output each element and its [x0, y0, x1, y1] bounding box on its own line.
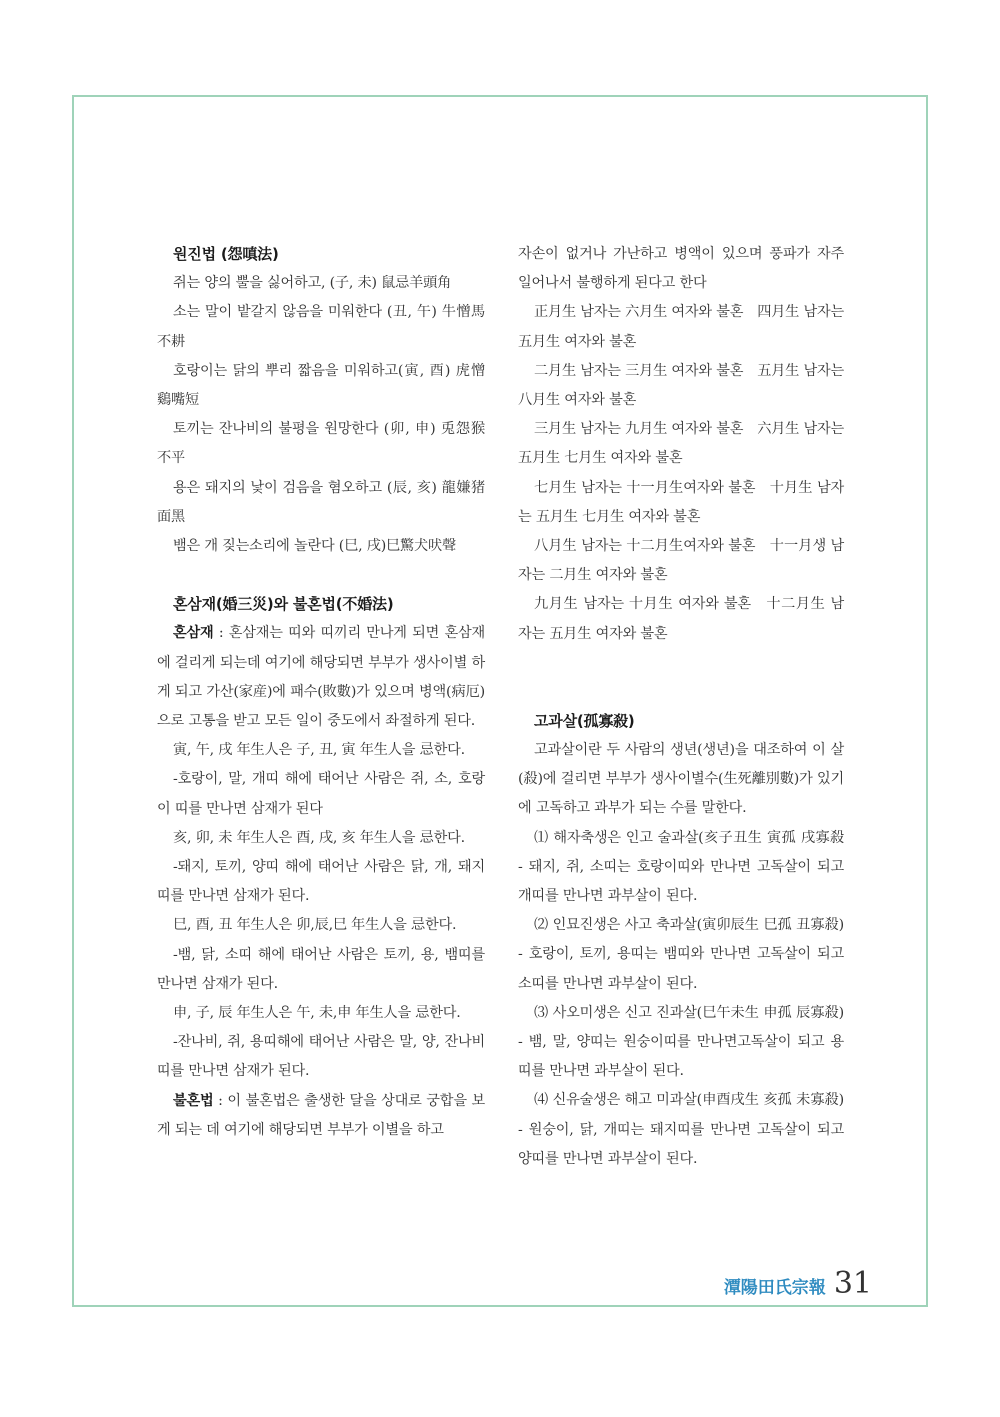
section-heading-wonjin: 원진법 (怨嗔法) [173, 245, 279, 263]
paragraph: 申, 子, 辰 年生人은 午, 未,申 年生人을 忌한다. [173, 1005, 461, 1022]
paragraph: 뱀은 개 짖는소리에 놀란다 (巳, 戌)巳驚犬吠聲 [173, 538, 456, 555]
paragraph: 호랑이는 닭의 뿌리 짧음을 미워하고(寅, 酉) 虎憎鷄嘴短 [157, 362, 485, 409]
paragraph: -호랑이, 말, 개띠 해에 태어난 사람은 쥐, 소, 호랑 이 띠를 만나면 삼재가 된다 [157, 771, 485, 817]
paragraph: 三月生 남자는 九月生 여자와 불혼 六月生 남자는 五月生 七月生 여자와 불혼 [518, 421, 844, 467]
paragraph: 자손이 없거나 가난하고 병액이 있으며 풍파가 자주 일어나서 불행하게 된다고 한다 [518, 246, 844, 292]
paragraph: 正月生 남자는 六月生 여자와 불혼 四月生 남자는 五月生 여자와 불혼 [518, 304, 844, 350]
paragraph: -잔나비, 쥐, 용띠해에 태어난 사람은 말, 양, 잔나비띠를 만나면 삼재가 된다. [157, 1034, 485, 1080]
paragraph: ⑵ 인묘진생은 사고 축과살(寅卯辰生 巳孤 丑寡殺) - 호랑이, 토끼, 용띠는 뱀띠와 만나면 고독살이 되고 소띠를 만나면 과부살이 된다. [518, 917, 844, 992]
paragraph: 고과살이란 두 사람의 생년(생년)을 대조하여 이 살(殺)에 걸리면 부부가 생사이별수(生死離別數)가 있기에 고독하고 과부가 되는 수를 말한다. [518, 742, 844, 817]
paragraph: 八月生 남자는 十二月生여자와 불혼 十一月생 남자는 二月生 여자와 불혼 [518, 538, 844, 584]
paragraph: ⑴ 해자축생은 인고 술과살(亥子丑生 寅孤 戌寡殺 - 돼지, 쥐, 소띠는 호랑이띠와 만나면 고독살이 되고 개띠를 만나면 과부살이 된다. [518, 829, 844, 905]
paragraph-text: : 혼삼재는 띠와 띠끼리 만나게 되면 혼삼재에 걸리게 되는데 여기에 해당되면 부부가 생사이별 하게 되고 가산(家産)에 패수(敗數)가 있으며 병액(病厄)으로 고통을 받고 모든 일이 중도에서 좌절하게 된다. [157, 625, 485, 730]
page-footer [724, 1266, 872, 1301]
paragraph [157, 1087, 485, 1145]
paragraph: 七月生 남자는 十一月生여자와 불혼 十月生 남자는 五月生 七月生 여자와 불혼 [518, 479, 844, 525]
section-heading-gogwasal: 고과살(孤寡殺) [534, 711, 635, 730]
paragraph: 巳, 酉, 丑 年生人은 卯,辰,巳 年生人을 忌한다. [173, 917, 457, 934]
paragraph: -돼지, 토끼, 양띠 해에 태어난 사람은 닭, 개, 돼지띠를 만나면 삼재가 된다. [157, 859, 485, 905]
paragraph: 쥐는 양의 뿔을 싫어하고, (子, 未) 鼠忌羊頭角 [173, 275, 452, 292]
spacer [157, 561, 485, 590]
paragraph: ⑷ 신유술생은 해고 미과살(申酉戌生 亥孤 未寡殺) - 원숭이, 닭, 개띠는 돼지띠를 만나면 고독살이 되고 양띠를 만나면 과부살이 된다. [518, 1092, 844, 1167]
term-label: 불혼법 [173, 1092, 214, 1109]
left-column [157, 240, 485, 1145]
paragraph: 二月生 남자는 三月生 여자와 불혼 五月生 남자는 八月生 여자와 불혼 [518, 362, 844, 409]
paragraph: 토끼는 잔나비의 불평을 원망한다 (卯, 申) 兎怨猴不平 [157, 421, 485, 467]
paragraph: 寅, 午, 戌 年生人은 子, 丑, 寅 年生人을 忌한다. [173, 742, 465, 759]
paragraph: 용은 돼지의 낯이 검음을 혐오하고 (辰, 亥) 龍嫌猪面黑 [157, 479, 485, 525]
paragraph: 소는 말이 밭갈지 않음을 미워한다 (丑, 午) 牛憎馬不耕 [157, 304, 485, 350]
term-label: 혼삼재 [173, 625, 214, 642]
paragraph-text: : 이 불혼법은 출생한 달을 상대로 궁합을 보게 되는 데 여기에 해당되면 부부가 이별을 하고 [157, 1092, 485, 1138]
spacer [518, 678, 844, 707]
paragraph: ⑶ 사오미생은 신고 진과살(巳午未生 申孤 辰寡殺) - 뱀, 말, 양띠는 원숭이띠를 만나면고독살이 되고 용띠를 만나면 과부살이 된다. [518, 1004, 844, 1080]
right-column [518, 240, 844, 1174]
paragraph: -뱀, 닭, 소띠 해에 태어난 사람은 토끼, 용, 뱀띠를 만나면 삼재가 된다. [157, 946, 485, 992]
page-number: 31 [833, 1266, 872, 1301]
paragraph: 亥, 卯, 未 年生人은 酉, 戌, 亥 年生人을 忌한다. [173, 829, 465, 846]
paragraph: 九月生 남자는 十月生 여자와 불혼 十二月生 남자는 五月生 여자와 불혼 [518, 596, 844, 642]
paragraph [157, 619, 485, 736]
spacer [518, 649, 844, 678]
section-heading-honsamjae: 혼삼재(婚三災)와 불혼법(不婚法) [173, 595, 394, 614]
publication-title: 潭陽田氏宗報 [723, 1278, 826, 1298]
